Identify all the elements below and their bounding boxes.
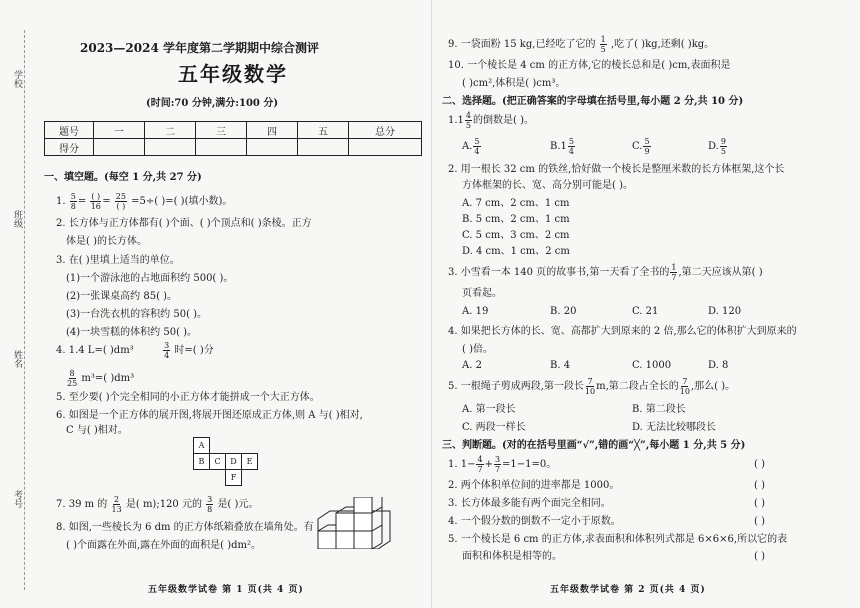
q3-item: (3)一台洗衣机的容积约 50( )。 bbox=[66, 309, 208, 320]
score-header: 二 bbox=[145, 122, 196, 139]
s2q1-option-b[interactable]: B.1 $\frac{5}{4}$ bbox=[550, 137, 574, 156]
net-face: A bbox=[193, 437, 210, 454]
score-header: 三 bbox=[196, 122, 247, 139]
s3-question: 3. 长方体最多能有两个面完全相同。 bbox=[448, 498, 611, 509]
s2q4-option[interactable]: A. 2 bbox=[462, 360, 482, 371]
s2-question-5: 5. 一根绳子剪成两段,第一段长 $\frac{7}{10}$ m,第二段占全长的 $\frac{7}{10}$ ,那么( )。 bbox=[448, 377, 736, 396]
s2-question-1: 1.1 $\frac{4}{5}$ 的倒数是( )。 bbox=[448, 111, 534, 130]
exam-meta: (时间:70 分钟,满分:100 分) bbox=[146, 98, 279, 109]
s3-question-5-line-2: 面积和体积是相等的。 bbox=[462, 551, 562, 562]
q-text: 时=( )分 bbox=[174, 345, 214, 356]
score-cell[interactable] bbox=[196, 139, 247, 156]
s2-question-2-line-1: 2. 用一根长 32 cm 的铁丝,恰好做一个棱长是整厘米数的长方体框架,这个长 bbox=[448, 164, 785, 175]
s2-question-4-line-2: ( )倍。 bbox=[462, 344, 493, 355]
fraction: $\frac{3}{7}$ bbox=[494, 455, 501, 474]
q3-item: (4)一块雪糕的体积约 50( )。 bbox=[66, 327, 198, 338]
s2-question-4-line-1: 4. 如果把长方体的长、宽、高都扩大到原来的 2 倍,那么它的体积扩大到原来的 bbox=[448, 326, 797, 337]
s2-question-2-line-2: 方体框架的长、宽、高分别可能是( )。 bbox=[462, 180, 633, 191]
fraction: $\frac{8}{25}$ bbox=[67, 369, 78, 388]
score-header: 总分 bbox=[349, 122, 422, 139]
score-cell[interactable] bbox=[349, 139, 422, 156]
answer-paren[interactable]: ( ) bbox=[754, 498, 765, 509]
question-6-line-1: 6. 如图是一个正方体的展开图,将展开图还原成正方体,则 A 与( )相对, bbox=[56, 410, 363, 421]
fraction: $\frac{7}{10}$ bbox=[679, 377, 690, 396]
score-header: 一 bbox=[94, 122, 145, 139]
score-cell[interactable] bbox=[247, 139, 298, 156]
section-title: 二、选择题。(把正确答案的字母填在括号里,每小题 2 分,共 10 分) bbox=[442, 96, 744, 107]
score-table bbox=[44, 121, 422, 156]
fraction: $\frac{1}{5}$ bbox=[600, 35, 606, 54]
s2q3-option[interactable]: C. 21 bbox=[632, 306, 659, 317]
s2q3-option[interactable]: B. 20 bbox=[550, 306, 577, 317]
s2q4-option[interactable]: D. 8 bbox=[708, 360, 729, 371]
s2q2-option[interactable]: D. 4 cm、1 cm、2 cm bbox=[462, 246, 570, 257]
question-5: 5. 至少要( )个完全相同的小正方体才能拼成一个大正方体。 bbox=[56, 392, 320, 403]
q-text: 是( m);120 元的 bbox=[125, 499, 202, 510]
s2q1-option-d[interactable]: D. $\frac{9}{5}$ bbox=[708, 137, 726, 156]
fraction: $\frac{25}{( )}$ bbox=[115, 192, 126, 211]
gutter-label: 班级 bbox=[12, 210, 22, 228]
s2q2-option[interactable]: B. 5 cm、2 cm、1 cm bbox=[462, 214, 570, 225]
question-1: 1. $\frac{5}{8}$ = $\frac{( )}{16}$ = $\frac{25}{( )}$ =5÷( )=( )(填小数)。 bbox=[56, 192, 233, 211]
answer-paren[interactable]: ( ) bbox=[754, 516, 765, 527]
net-face: D bbox=[225, 453, 242, 470]
q3-item: (1)一个游泳池的占地面积约 500( )。 bbox=[66, 273, 234, 284]
score-row-label: 得分 bbox=[45, 139, 94, 156]
question-10-line-2: ( )cm²,体积是( )cm³。 bbox=[462, 78, 566, 89]
footer-page-1: 五年级数学试卷 第 1 页(共 4 页) bbox=[148, 585, 304, 595]
score-cell[interactable] bbox=[145, 139, 196, 156]
s2-question-3-line-2: 页看起。 bbox=[462, 288, 502, 299]
question-9 bbox=[448, 34, 714, 56]
question-4-line-1 bbox=[56, 340, 214, 362]
s2q2-option[interactable]: A. 7 cm、2 cm、1 cm bbox=[462, 198, 570, 209]
question-6-line-2: C 与( )相对。 bbox=[66, 425, 128, 436]
question-7 bbox=[56, 494, 258, 516]
s2q1-option-a[interactable]: A. $\frac{5}{4}$ bbox=[462, 137, 480, 156]
q-text: 4. 1.4 L=( )dm³ bbox=[56, 345, 134, 356]
q3-item: (2)一张课桌高约 85( )。 bbox=[66, 291, 178, 302]
question-8-line-2: ( )个面露在外面,露在外面的面积是( )dm²。 bbox=[66, 540, 262, 551]
section-title: 三、判断题。(对的在括号里画“√”,错的画“╳”,每小题 1 分,共 5 分) bbox=[442, 440, 746, 451]
s2q5-option[interactable]: C. 两段一样长 bbox=[462, 422, 526, 433]
answer-paren[interactable]: ( ) bbox=[754, 551, 765, 562]
question-4-line-2 bbox=[66, 368, 134, 390]
question-2-line-2: 体是( )的长方体。 bbox=[66, 236, 147, 247]
score-header: 五 bbox=[298, 122, 349, 139]
s2-question-3: 3. 小雪看一本 140 页的故事书,第一天看了全书的 $\frac{1}{7}$ ,第二天应该从第( ) bbox=[448, 263, 763, 282]
binding-gutter bbox=[10, 30, 25, 590]
gutter-label: 姓名 bbox=[12, 350, 22, 368]
net-face: C bbox=[209, 453, 226, 470]
s2q3-option[interactable]: A. 19 bbox=[462, 306, 489, 317]
q-text: 7. 39 m 的 bbox=[56, 499, 108, 510]
gutter-label: 学校 bbox=[12, 70, 22, 88]
answer-paren[interactable]: ( ) bbox=[754, 459, 765, 470]
fraction: $\frac{4}{5}$ bbox=[465, 111, 472, 130]
gutter-label: 考号 bbox=[12, 490, 22, 508]
s2q5-option[interactable]: A. 第一段长 bbox=[462, 404, 516, 415]
exam-title: 2023—2024 学年度第二学期期中综合测评 bbox=[80, 41, 319, 55]
section-title: 一、填空题。(每空 1 分,共 27 分) bbox=[44, 172, 202, 183]
fraction: $\frac{5}{8}$ bbox=[70, 192, 76, 211]
q-text: ,吃了( )kg,还剩( )kg。 bbox=[610, 39, 715, 50]
subject-title: 五年级数学 bbox=[178, 62, 288, 86]
question-3: 3. 在( )里填上适当的单位。 bbox=[56, 255, 180, 266]
question-8-line-1: 8. 如图,一些棱长为 6 dm 的正方体纸箱叠放在墙角处。有 bbox=[56, 522, 314, 533]
fraction: $\frac{4}{7}$ bbox=[477, 455, 483, 474]
fraction: $\frac{1}{7}$ bbox=[671, 263, 677, 282]
score-cell[interactable] bbox=[94, 139, 145, 156]
question-10-line-1: 10. 一个棱长是 4 cm 的正方体,它的棱长总和是( )cm,表面积是 bbox=[448, 60, 731, 71]
fraction: $\frac{7}{10}$ bbox=[584, 377, 596, 396]
q-text: m³=( )dm³ bbox=[81, 373, 135, 384]
fraction: $\frac{( )}{16}$ bbox=[90, 192, 101, 211]
s3-question: 5. 一个棱长是 6 cm 的正方体,求表面积和体积列式都是 6×6×6,所以它的表 bbox=[448, 534, 788, 545]
footer-page-2: 五年级数学试卷 第 2 页(共 4 页) bbox=[550, 585, 706, 595]
q-text: =5÷( )=( )(填小数)。 bbox=[131, 196, 233, 207]
question-2-line-1: 2. 长方体与正方体都有( )个面、( )个顶点和( )条棱。正方 bbox=[56, 218, 312, 229]
net-face: E bbox=[241, 453, 258, 470]
fraction: $\frac{2}{13}$ bbox=[111, 495, 122, 514]
right-page bbox=[432, 0, 860, 608]
s2q4-option[interactable]: B. 4 bbox=[550, 360, 571, 371]
stacked-boxes-figure bbox=[316, 497, 398, 549]
s2q4-option[interactable]: C. 1000 bbox=[632, 360, 672, 371]
s2q3-option[interactable]: D. 120 bbox=[708, 306, 742, 317]
s2q5-option[interactable]: D. 无法比较哪段长 bbox=[632, 422, 717, 433]
s2q1-option-c[interactable]: C. $\frac{5}{9}$ bbox=[632, 137, 650, 156]
fraction: $\frac{3}{8}$ bbox=[207, 495, 213, 514]
score-header: 题号 bbox=[45, 122, 94, 139]
s2q2-option[interactable]: C. 5 cm、3 cm、2 cm bbox=[462, 230, 570, 241]
s2q5-option[interactable]: B. 第二段长 bbox=[632, 404, 686, 415]
fraction: $\frac{3}{4}$ bbox=[164, 341, 170, 360]
q-text: 9. 一袋面粉 15 kg,已经吃了它的 bbox=[448, 39, 596, 50]
q-text: 是( )元。 bbox=[217, 499, 259, 510]
score-header: 四 bbox=[247, 122, 298, 139]
answer-paren[interactable]: ( ) bbox=[754, 480, 765, 491]
score-cell[interactable] bbox=[298, 139, 349, 156]
s3-question: 2. 两个体积单位间的进率都是 1000。 bbox=[448, 480, 620, 491]
net-face: F bbox=[225, 469, 242, 486]
net-face: B bbox=[193, 453, 210, 470]
q-num: 1. bbox=[56, 196, 66, 207]
s3-question-1: 1. 1− $\frac{4}{7}$ + $\frac{3}{7}$ =1−1=0。 bbox=[448, 455, 557, 474]
s3-question: 4. 一个假分数的倒数不一定小于原数。 bbox=[448, 516, 621, 527]
